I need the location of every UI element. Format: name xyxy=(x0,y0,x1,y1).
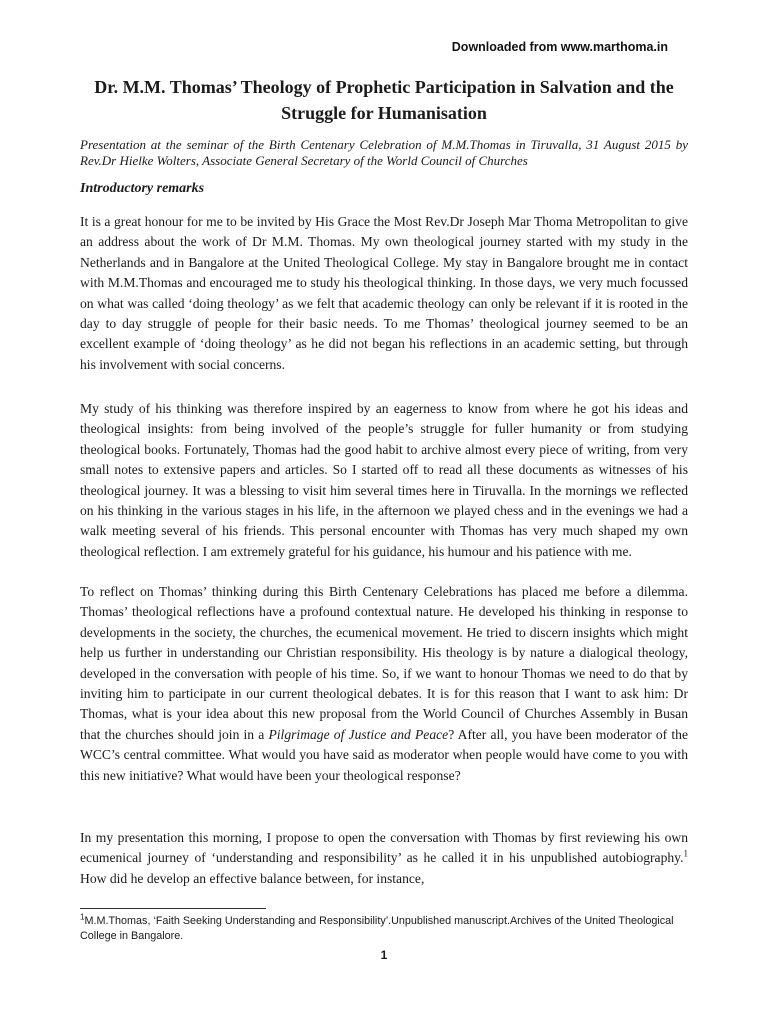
document-subtitle: Presentation at the seminar of the Birth Centenary Celebration of M.M.Thomas in Tiruvalla, 31 August 2015 by Rev.Dr Hielke Wolters, Associate General Secretary of the World Council of Churches xyxy=(80,137,688,168)
paragraph-1: It is a great honour for me to be invited by His Grace the Most Rev.Dr Joseph Mar Thoma Metropolitan to give an address about the work of Dr M.M. Thomas. My own theological journey started with my study in the Netherlands and in Bangalore at the United Theological College. My stay in Bangalore brought me in contact with M.M.Thomas and encouraged me to study his theological thinking. In those days, we very much focussed on what was called ‘doing theology’ as we felt that academic theology can only be relevant if it is rooted in the day to day struggle of people for their basic needs. To me Thomas’ theological journey seemed to be an excellent example of ‘doing theology’ as he did not began his reflections in an academic setting, but through his involvement with social concerns. xyxy=(80,214,688,372)
paragraph-4 xyxy=(80,828,688,889)
paragraph-4-text-a: In my presentation this morning, I propose to open the conversation with Thomas by first reviewing his own ecumenical journey of ‘understanding and responsibility’ as he called it in his unpublished autobiography. xyxy=(80,830,688,866)
footnote-text: M.M.Thomas, ‘Faith Seeking Understanding and Responsibility’.Unpublished manuscript.Archives of the United Theological College in Bangalore. xyxy=(80,915,674,942)
paragraph-3-text-a: To reflect on Thomas’ thinking during this Birth Centenary Celebrations has placed me before a dilemma. Thomas’ theological reflections have a profound contextual nature. He developed his thinking in response to developments in the society, the churches, the ecumenical movement. He tried to discern insights which might help us further in understanding our Christian responsibility. His theology is by nature a dialogical theology, developed in the conversation with people of his time. So, if we want to honour Thomas we need to do that by inviting him to participate in our current theological debates. It is for this reason that I want to ask him: Dr Thomas, what is your idea about this new proposal from the World Council of Churches Assembly in Busan that the churches should join in a xyxy=(80,584,688,742)
footnote-reference[interactable]: 1 xyxy=(683,848,688,859)
section-heading: Introductory remarks xyxy=(80,181,205,196)
paragraph-2: My study of his thinking was therefore inspired by an eagerness to know from where he got his ideas and theological insights: from being involved of the people’s struggle for fuller humanity or from studying theological books. Fortunately, Thomas had the good habit to archive almost every piece of writing, from very small notes to extensive papers and articles. So I started off to read all these documents as witnesses of his theological journey. It was a blessing to visit him several times here in Tiruvalla. In the mornings we reflected on his thinking in the various stages in his life, in the afternoon we played chess and in the evenings we had a walk meeting several of his friends. This personal encounter with Thomas has very much shaped my own theological reflection. I am extremely grateful for his guidance, his humour and his patience with me. xyxy=(80,401,688,559)
page-number: 1 xyxy=(380,948,388,962)
paragraph-3-text-b: ? After all, you have been moderator of the WCC’s central committee. What would you have said as moderator when people would have come to you with this new initiative? What would have been your theological response? xyxy=(80,726,688,783)
paragraph-3 xyxy=(80,582,688,786)
footnote-number: 1 xyxy=(80,912,85,922)
footnote xyxy=(80,914,688,944)
paragraph-4-text-b: How did he develop an effective balance between, for instance, xyxy=(80,870,425,886)
pilgrimage-phrase: Pilgrimage of Justice and Peace xyxy=(268,726,449,742)
footnote-divider xyxy=(80,908,266,909)
download-source-note: Downloaded from www.marthoma.in xyxy=(451,40,668,54)
document-title: Dr. M.M. Thomas’ Theology of Prophetic Participation in Salvation and the Struggle for Humanisation xyxy=(94,77,674,123)
